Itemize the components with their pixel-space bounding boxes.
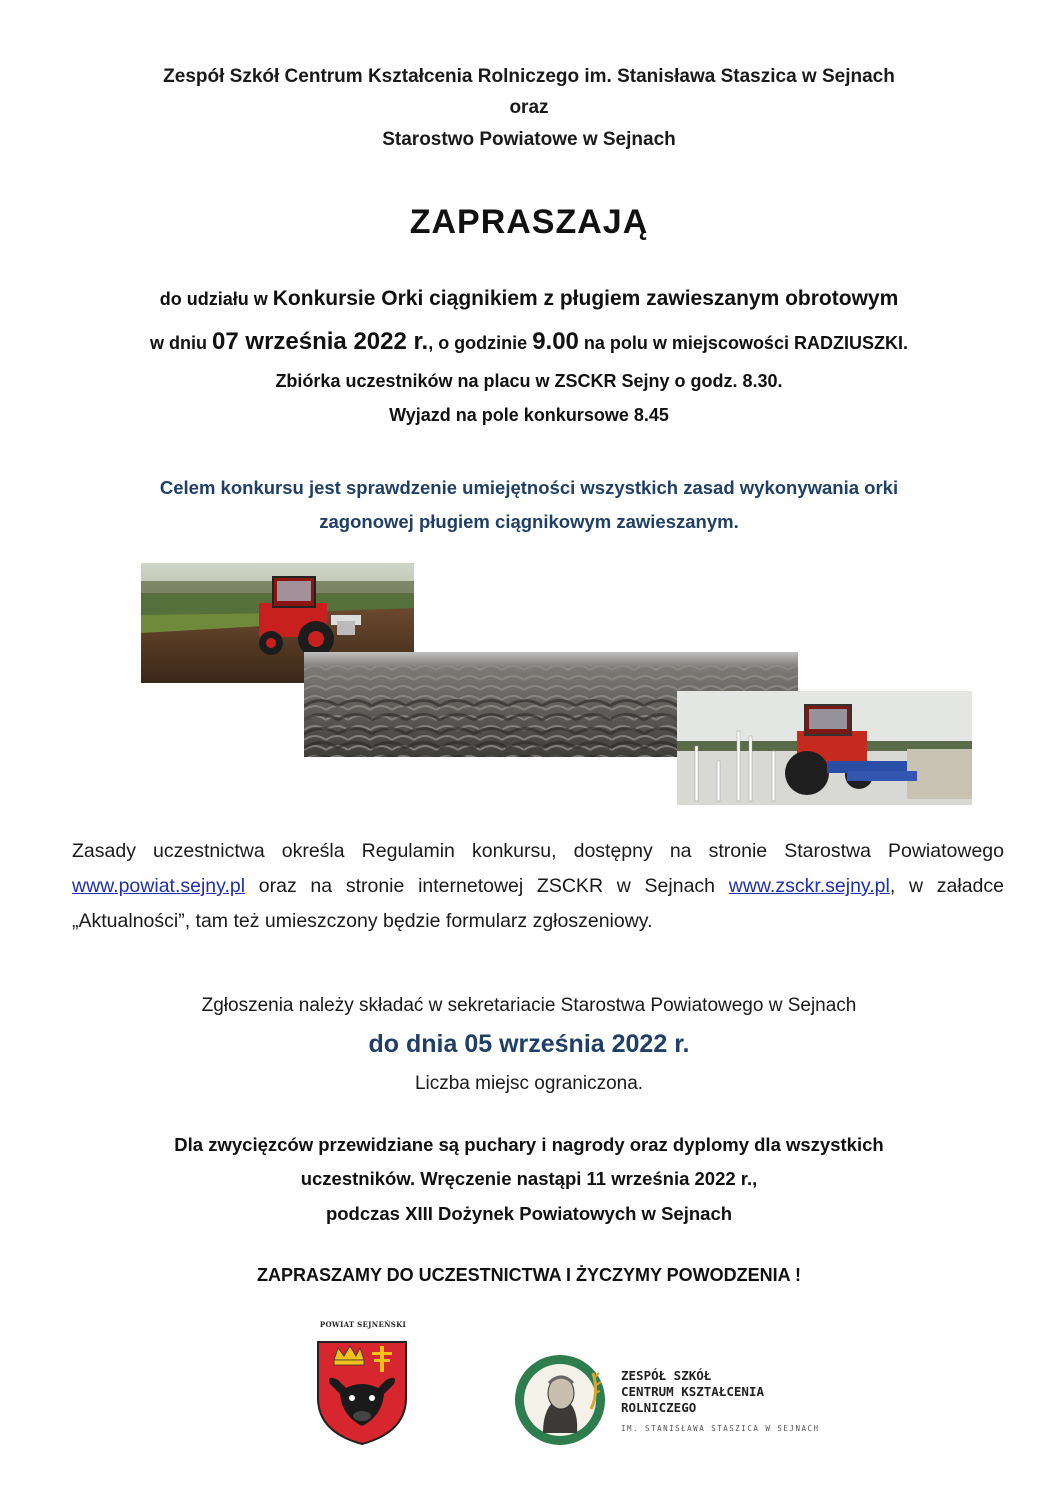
prizes-line-3: podczas XIII Dożynek Powiatowych w Sejnach [325, 1203, 733, 1224]
submission-info: Zgłoszenia należy składać w sekretariacie Starostwa Powiatowego w Sejnach [201, 995, 857, 1016]
gathering-info: Zbiórka uczestników na placu w ZSCKR Sejny o godz. 8.30. [275, 371, 783, 391]
organizer-1: Zespół Szkół Centrum Kształcenia Rolniczego im. Stanisława Staszica w Sejnach [163, 66, 895, 87]
school-name-line-3: ROLNICZEGO [621, 1400, 697, 1415]
goal-line-1: Celem konkursu jest sprawdzenie umiejętności wszystkich zasad wykonywania orki [159, 477, 899, 498]
invite-line-1 [0, 287, 1058, 311]
school-patron: IM. STANISŁAWA STASZICA W SEJNACH [621, 1424, 820, 1433]
places-limited: Liczba miejsc ograniczona. [414, 1073, 644, 1094]
invite-line-2 [0, 328, 1058, 356]
tractor-photo-2 [677, 691, 972, 805]
rules-paragraph [72, 834, 1004, 939]
event-date: 07 września 2022 r. [212, 328, 429, 355]
rules-text-3: , w załadce „Aktualności”, tam też umieszczony będzie formularz zgłoszeniowy. [72, 875, 1004, 932]
school-logo-icon [513, 1353, 607, 1447]
powiat-crest-icon [316, 1340, 408, 1446]
time-prefix: , o godzinie [428, 333, 533, 353]
organizer-conjunction: oraz [509, 97, 549, 118]
organizer-2: Starostwo Powiatowe w Sejnach [382, 129, 676, 150]
submission-deadline: do dnia 05 września 2022 r. [368, 1030, 690, 1058]
invite-intro: do udziału w [159, 289, 273, 309]
departure-info: Wyjazd na pole konkursowe 8.45 [389, 405, 669, 425]
page-title: ZAPRASZAJĄ [409, 203, 649, 241]
event-place: na polu w miejscowości RADZIUSZKI. [578, 333, 908, 353]
closing-line: ZAPRASZAMY DO UCZESTNICTWA I ŻYCZYMY POWODZENIA ! [257, 1265, 801, 1285]
contest-name: Konkursie Orki ciągnikiem z pługiem zawieszanym obrotowym [272, 287, 899, 310]
school-name-line-2: CENTRUM KSZTAŁCENIA [621, 1384, 764, 1399]
powiat-link[interactable]: www.powiat.sejny.pl [72, 875, 246, 897]
event-time: 9.00 [532, 328, 579, 355]
school-name-block [621, 1368, 764, 1416]
school-name-line-1: ZESPÓŁ SZKÓŁ [621, 1368, 712, 1383]
date-prefix: w dniu [150, 333, 213, 353]
powiat-caption: POWIAT SEJNEŃSKI [319, 1320, 407, 1329]
prizes-line-2: uczestników. Wręczenie nastąpi 11 września 2022 r., [300, 1168, 758, 1189]
goal-line-2: zagonowej pługiem ciągnikowym zawieszanym. [319, 511, 739, 532]
zsckr-link[interactable]: www.zsckr.sejny.pl [728, 875, 890, 897]
rules-text-2: oraz na stronie internetowej ZSCKR w Sejnach [245, 875, 729, 897]
prizes-line-1: Dla zwycięzców przewidziane są puchary i nagrody oraz dyplomy dla wszystkich [174, 1134, 884, 1155]
rules-text-1: Zasady uczestnictwa określa Regulamin konkursu, dostępny na stronie Starostwa Powiatowego [72, 840, 1004, 862]
